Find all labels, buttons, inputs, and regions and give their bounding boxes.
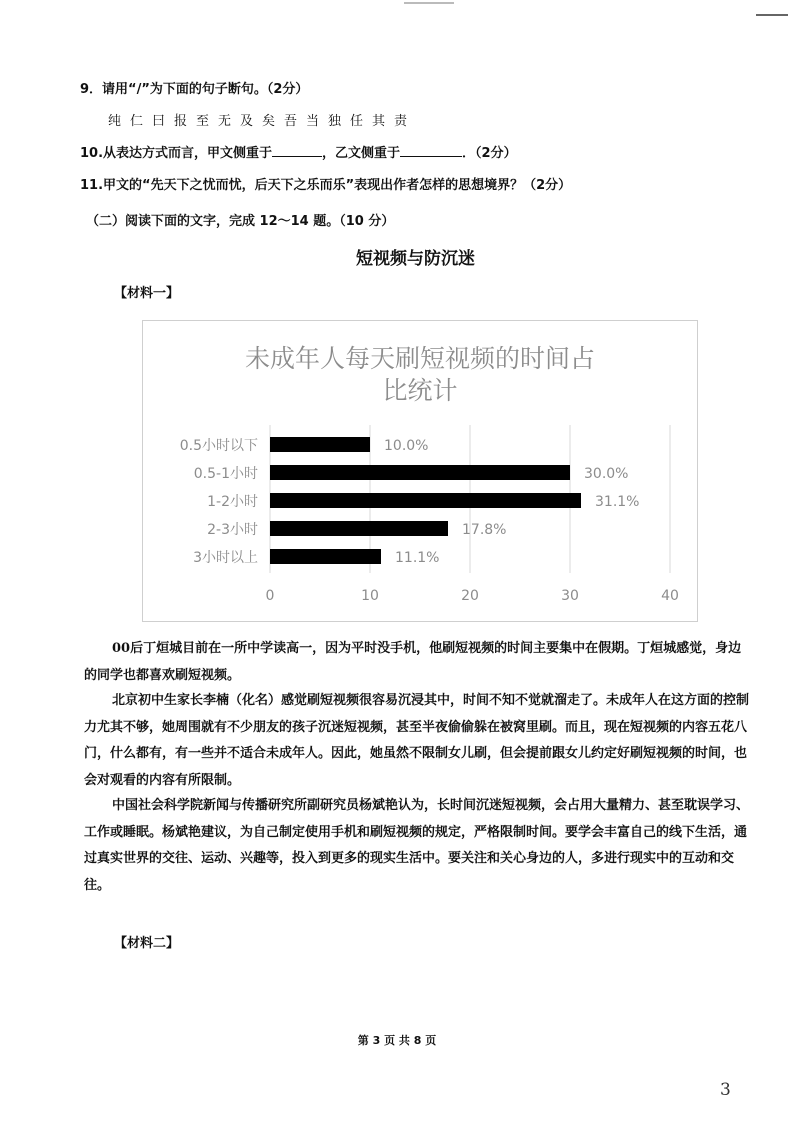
bars bbox=[180, 437, 640, 566]
x-tick-label: 40 bbox=[661, 588, 679, 604]
data-label: 31.1% bbox=[595, 494, 640, 510]
answer-blank-1[interactable] bbox=[272, 144, 322, 157]
x-tick-label: 20 bbox=[461, 588, 479, 604]
chart-container bbox=[142, 320, 698, 622]
category-label: 3小时以上 bbox=[193, 550, 258, 566]
chart-title-line-1: 未成年人每天刷短视频的时间占 bbox=[244, 344, 596, 373]
question-9: 9．请用“/”为下面的句子断句。（2分） bbox=[80, 82, 309, 97]
question-10-prefix: 10.从表达方式而言，甲文侧重于 bbox=[80, 146, 273, 161]
question-9-sentence: 纯仁曰报至无及矣吾当独任其责 bbox=[108, 114, 417, 129]
category-label: 0.5-1小时 bbox=[193, 466, 258, 482]
material-2-label: 【材料二】 bbox=[114, 936, 180, 951]
bar bbox=[270, 465, 570, 480]
x-tick-label: 0 bbox=[265, 588, 275, 604]
bar bbox=[270, 493, 581, 508]
scan-mark bbox=[756, 14, 788, 16]
data-label: 17.8% bbox=[462, 522, 507, 538]
section-2-heading: （二）阅读下面的文字，完成 12～14 题。（10 分） bbox=[86, 214, 395, 229]
question-10-middle: ，乙文侧重于 bbox=[322, 146, 401, 161]
question-10-suffix: ．（2分） bbox=[462, 146, 517, 161]
page-footer: 第 3 页 共 8 页 bbox=[357, 1034, 437, 1047]
bar bbox=[270, 437, 370, 452]
bar bbox=[270, 521, 448, 536]
data-label: 11.1% bbox=[395, 550, 440, 566]
article-title: 短视频与防沉迷 bbox=[356, 249, 475, 269]
paragraph-3: 中国社会科学院新闻与传播研究所副研究员杨斌艳认为，长时间沉迷短视频，会占用大量精力、甚至耽误学习、工作或睡眠。杨斌艳建议，为自己制定使用手机和刷短视频的规定，严格限制时间。要学会丰富自己的线下生活，通过真实世界的交往、运动、兴趣等，投入到更多的现实生活中。要关注和关心身边的人，多进行现实中的互动和交往。 bbox=[84, 798, 750, 893]
bar-chart bbox=[143, 321, 697, 621]
material-1-label: 【材料一】 bbox=[114, 286, 180, 301]
corner-page-number: 3 bbox=[720, 1080, 731, 1100]
paragraph-2: 北京初中生家长李楠（化名）感觉刷短视频很容易沉浸其中，时间不知不觉就溜走了。未成年人在这方面的控制力尤其不够，她周围就有不少朋友的孩子沉迷短视频，甚至半夜偷偷躲在被窝里刷。而且，现在短视频的内容五花八门，什么都有，有一些并不适合未成年人。因此，她虽然不限制女儿刷，但会提前跟女儿约定好刷短视频的时间，也会对观看的内容有所限制。 bbox=[84, 693, 750, 788]
paragraph-1: 00后丁烜城目前在一所中学读高一，因为平时没手机，他刷短视频的时间主要集中在假期。丁烜城感觉，身边的同学也都喜欢刷短视频。 bbox=[84, 641, 742, 683]
x-tick-label: 10 bbox=[361, 588, 379, 604]
category-label: 0.5小时以下 bbox=[179, 438, 258, 454]
category-label: 2-3小时 bbox=[207, 522, 258, 538]
answer-blank-2[interactable] bbox=[400, 144, 462, 157]
bar bbox=[270, 549, 381, 564]
scan-mark bbox=[404, 2, 454, 4]
data-label: 10.0% bbox=[384, 438, 429, 454]
question-10 bbox=[80, 142, 517, 161]
question-11: 11.甲文的“先天下之忧而忧，后天下之乐而乐”表现出作者怎样的思想境界？（2分） bbox=[80, 178, 572, 193]
chart-title-line-2: 比统计 bbox=[382, 376, 458, 405]
x-tick-label: 30 bbox=[561, 588, 579, 604]
category-label: 1-2小时 bbox=[207, 494, 258, 510]
data-label: 30.0% bbox=[584, 466, 629, 482]
